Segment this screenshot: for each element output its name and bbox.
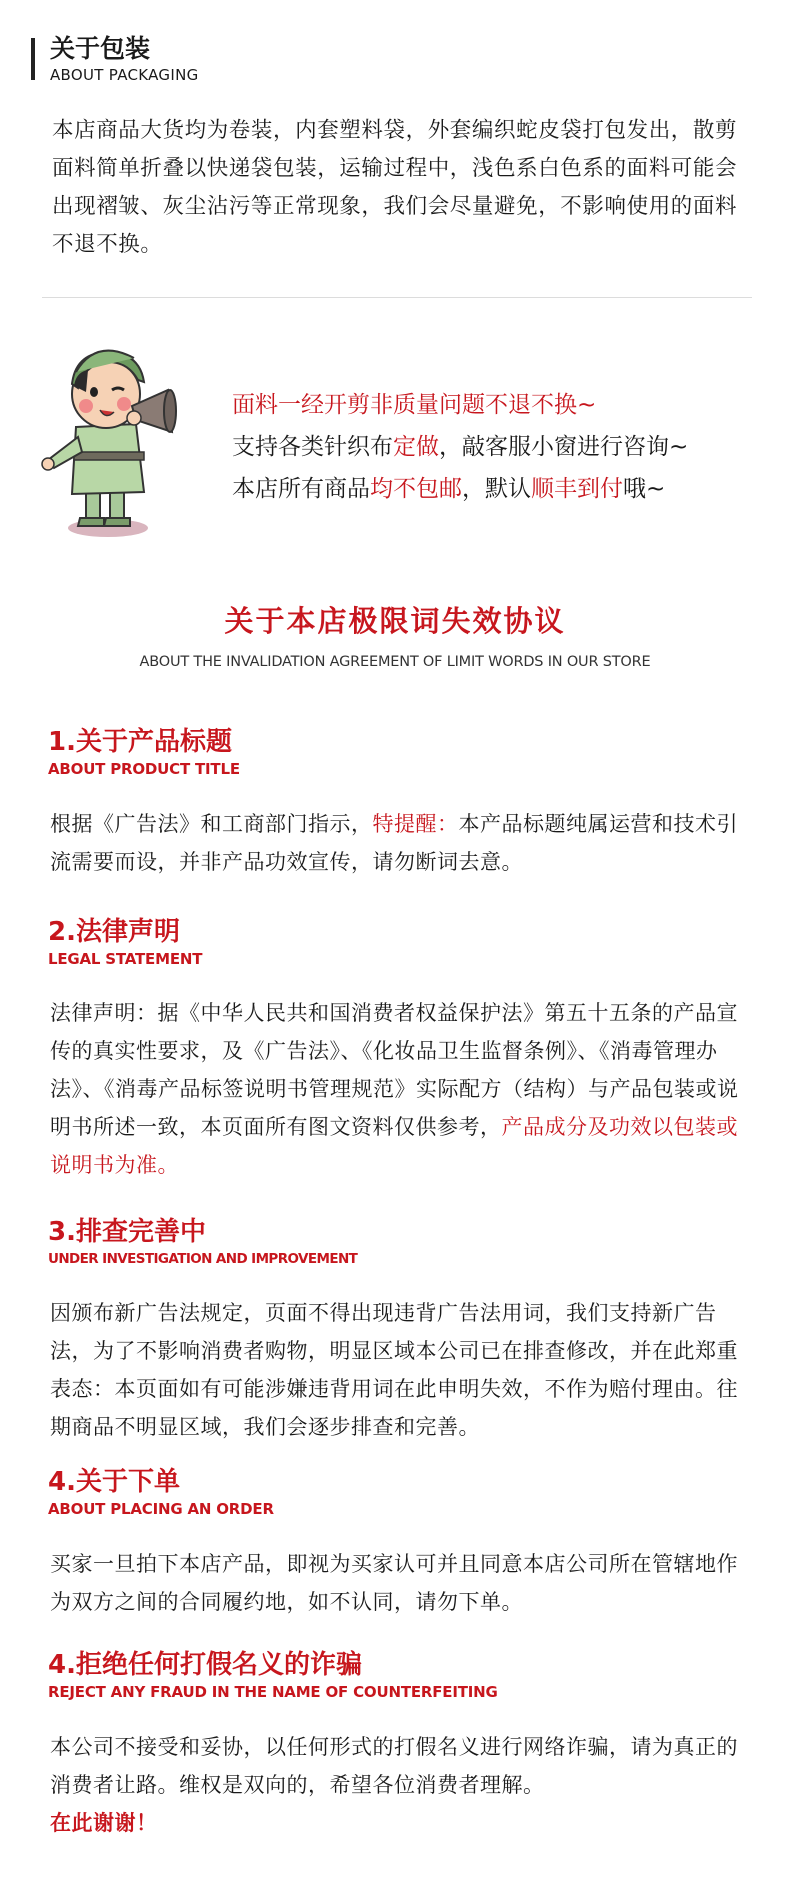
section-heading: 2.法律声明: [48, 917, 180, 947]
packaging-accent-bar: [31, 38, 35, 80]
packaging-subtitle: ABOUT PACKAGING: [50, 66, 199, 84]
section-text: 因颁布新广告法规定，页面不得出现违背广告法用词，我们支持新广告法，为了不影响消费者购物，明显区域本公司已在排查修改，并在此郑重表态：本页面如有可能涉嫌违背用词在此申明失效，不作为赔付理由。往期商品不明显区域，我们会逐步排查和完善。: [50, 1301, 738, 1439]
section-heading: 4.关于下单: [48, 1467, 180, 1497]
notice-line-no-return: 面料一经开剪非质量问题不退不换~: [232, 392, 597, 418]
cartoon-boy-megaphone-icon: [36, 332, 186, 542]
section-text-part: 本产品标题纯属运营和技术引流需要而设，并非产品功效宣传，请勿断词去意。: [50, 812, 738, 874]
notice-text: 支持各类针织布: [232, 434, 393, 460]
notice-text: 哦~: [623, 476, 666, 502]
section-subheading: LEGAL STATEMENT: [48, 950, 203, 968]
section-heading: 3.排查完善中: [48, 1217, 206, 1247]
notice-highlight: 顺丰到付: [531, 476, 623, 502]
packaging-title: 关于包装: [50, 34, 151, 63]
section-subheading: ABOUT PRODUCT TITLE: [48, 760, 240, 778]
section-highlight: 特提醒：: [372, 812, 459, 836]
notice-text: ，默认: [462, 476, 531, 502]
notice-line-shipping: [232, 474, 665, 504]
agreement-subtitle: ABOUT THE INVALIDATION AGREEMENT OF LIMIT WORDS IN OUR STORE: [139, 654, 651, 670]
section-text: [50, 994, 740, 1184]
section-subheading: ABOUT PLACING AN ORDER: [48, 1500, 274, 1518]
section-text: [50, 1728, 740, 1842]
section-subheading: REJECT ANY FRAUD IN THE NAME OF COUNTERFEITING: [48, 1683, 498, 1701]
notice-highlight: 定做: [393, 434, 439, 460]
notice-text: 本店所有商品: [232, 476, 370, 502]
section-text-part: 本公司不接受和妥协，以任何形式的打假名义进行网络诈骗，请为真正的消费者让路。维权是双向的，希望各位消费者理解。: [50, 1735, 738, 1797]
agreement-title: 关于本店极限词失效协议: [224, 604, 566, 638]
section-subheading: UNDER INVESTIGATION AND IMPROVEMENT: [48, 1251, 358, 1267]
section-text-part: 法律声明：据《中华人民共和国消费者权益保护法》第五十五条的产品宣传的真实性要求，及《广告法》、《化妆品卫生监督条例》、《消毒管理办法》、《消毒产品标签说明书管理规范》实际配方（结构）与产品包装或说明书所述一致，本页面所有图文资料仅供参考，: [50, 1001, 739, 1139]
section-text: [50, 805, 740, 881]
section-text-part: 根据《广告法》和工商部门指示，: [50, 812, 373, 836]
notice-line-custom: [232, 432, 688, 462]
notice-text: ，敲客服小窗进行咨询~: [439, 434, 689, 460]
section-highlight: 产品成分及功效以包装或说明书为准。: [50, 1115, 738, 1177]
section-heading: 4.拒绝任何打假名义的诈骗: [48, 1650, 362, 1680]
section-divider: [42, 297, 752, 298]
section-text: 买家一旦拍下本店产品，即视为买家认可并且同意本店公司所在管辖地作为双方之间的合同履约地，如不认同，请勿下单。: [50, 1552, 738, 1614]
thanks-text: 在此谢谢！: [50, 1811, 158, 1835]
section-heading: 1.关于产品标题: [48, 727, 232, 757]
packaging-text: 本店商品大货均为卷装，内套塑料袋，外套编织蛇皮袋打包发出，散剪面料简单折叠以快递袋包装，运输过程中，浅色系白色系的面料可能会出现褶皱、灰尘沾污等正常现象，我们会尽量避免，不影响使用的面料不退不换。: [52, 118, 738, 257]
notice-highlight: 均不包邮: [370, 476, 462, 502]
